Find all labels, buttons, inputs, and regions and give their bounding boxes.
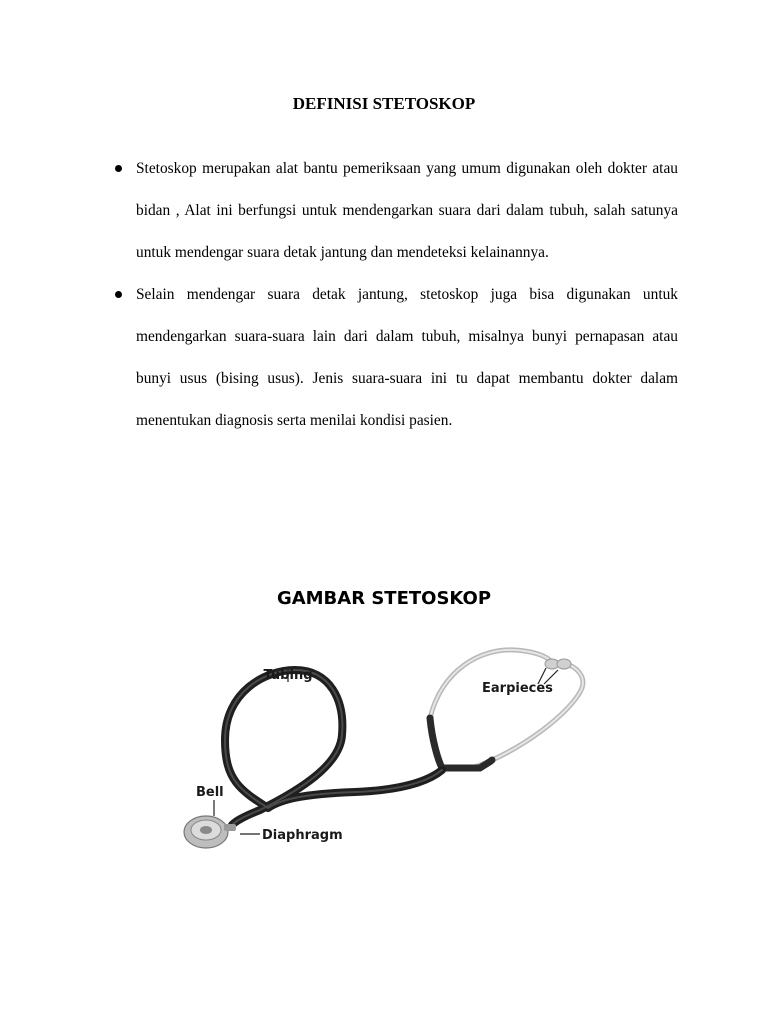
earpiece-tips-icon xyxy=(545,659,571,669)
figure-title: GAMBAR STETOSKOP xyxy=(276,588,492,609)
definition-list xyxy=(112,148,678,442)
bullet-icon xyxy=(115,165,122,172)
bullet-icon xyxy=(115,291,122,298)
list-item xyxy=(112,274,678,442)
diaphragm-label: Diaphragm xyxy=(262,828,343,843)
tubing-icon xyxy=(225,670,492,825)
page-title: DEFINISI STETOSKOP xyxy=(292,94,476,113)
tubing-label: Tubing xyxy=(263,668,313,683)
bell-label: Bell xyxy=(196,785,224,800)
bullet-text: Selain mendengar suara detak jantung, stetoskop juga bisa digunakan untuk mendengarkan suara-suara lain dari dalam tubuh, misalnya bunyi pernapasan atau bunyi usus (bising usus). Jenis suara-suara ini tu dapat membantu dokter dalam menentukan diagnosis serta menilai kondisi pasien. xyxy=(136,286,678,429)
bullet-text: Stetoskop merupakan alat bantu pemeriksaan yang umum digunakan oleh dokter atau bidan , Alat ini berfungsi untuk mendengarkan suara dari dalam tubuh, salah satunya untuk mendengar suara detak jantung dan mendeteksi kelainannya. xyxy=(136,160,678,261)
stethoscope-diagram xyxy=(180,640,600,870)
chest-piece-icon xyxy=(184,816,236,848)
list-item xyxy=(112,148,678,274)
earpieces-label: Earpieces xyxy=(482,681,553,696)
